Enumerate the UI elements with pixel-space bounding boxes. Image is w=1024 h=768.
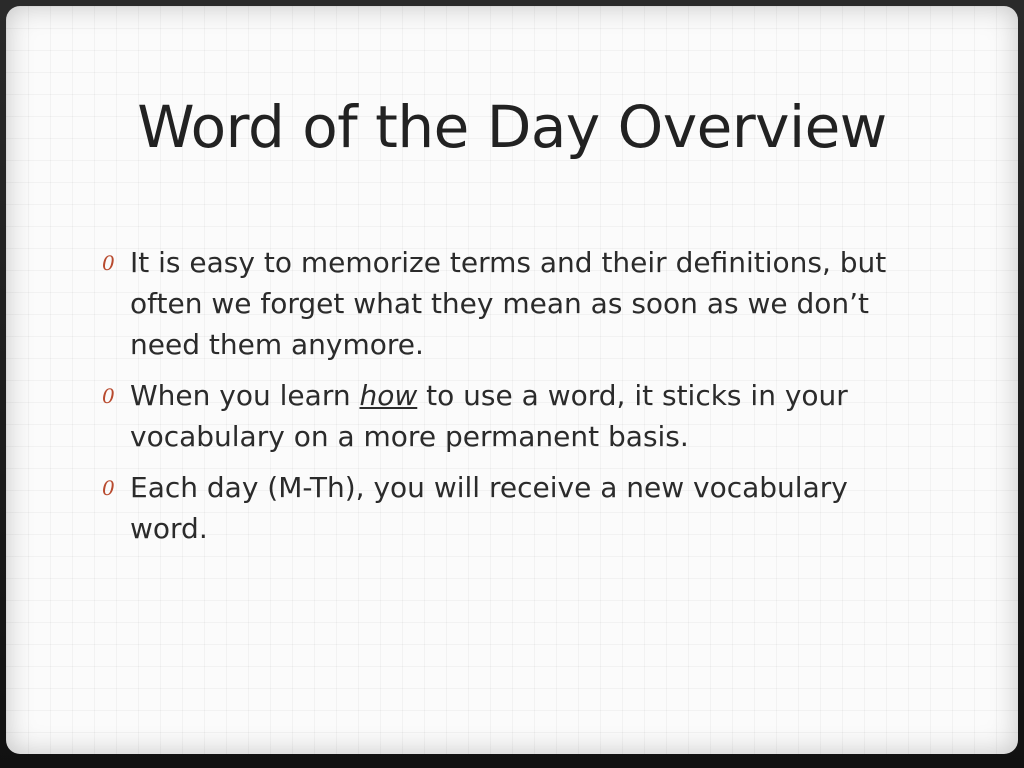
slide xyxy=(6,6,1018,754)
bullet-marker-icon: 0 xyxy=(102,476,115,500)
bullet-text: It is easy to memorize terms and their definitions, but often we forget what they mean as soon as we don’t need them anymore. xyxy=(130,246,887,361)
bullet-marker-icon: 0 xyxy=(102,384,115,408)
bullet-marker-icon: 0 xyxy=(102,251,115,275)
bullet-list xyxy=(102,242,902,559)
bullet-item xyxy=(102,375,902,457)
bullet-emphasis: how xyxy=(359,379,418,412)
bullet-text: Each day (M-Th), you will receive a new vocabulary word. xyxy=(130,471,848,545)
slide-title: Word of the Day Overview xyxy=(137,93,887,161)
bullet-text-pre: When you learn xyxy=(130,379,360,412)
bullet-text-post: to use a word, it sticks in your vocabulary on a more permanent basis. xyxy=(130,379,848,453)
bullet-item xyxy=(102,242,902,365)
bullet-item xyxy=(102,467,902,549)
